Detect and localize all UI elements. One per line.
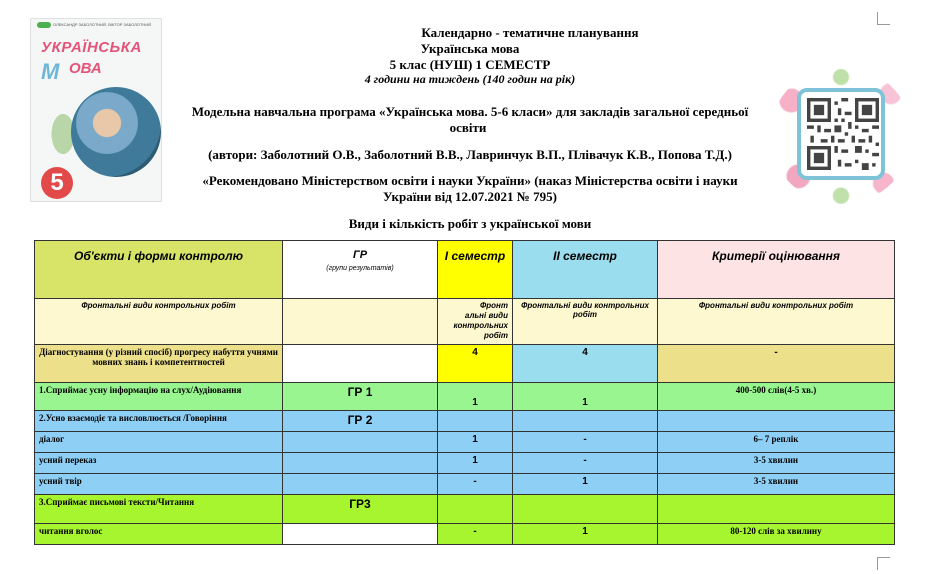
document-title: Календарно - тематичне планування [421,25,639,40]
row-sem1 [438,495,513,524]
row-sem2: 1 [513,383,658,411]
recommended-line-2: України від 12.07.2021 № 795) [383,189,557,204]
row-sem2: 1 [513,474,658,495]
row-objects: 1.Сприймає усну інформацію на слух/Аудіювання [35,383,283,411]
program-authors: (автори: Заболотний О.В., Заболотний В.В., Лавринчук В.П., Плівачук К.В., Попова Т.Д.) [208,147,732,162]
page-corner-mark [877,557,890,570]
header-criteria: Критерії оцінювання [658,241,895,299]
row-sem2: - [513,453,658,474]
row-gr: ГР3 [283,495,438,524]
front-works-row [35,299,895,345]
control-works-table [34,240,895,545]
row-objects: усний твір [35,474,283,495]
hours-per-week: 4 години на тиждень (140 годин на рік) [364,72,576,86]
row-sem2: 1 [513,524,658,545]
row-criteria [658,411,895,432]
row-criteria [658,495,895,524]
row-criteria: 400-500 слів(4-5 хв.) [658,383,895,411]
book-title-m: М [41,59,60,84]
book-title-rest: ОВА [69,60,102,77]
row-gr [283,474,438,495]
row-criteria: 80-120 слів за хвилину [658,524,895,545]
table-row [35,474,895,495]
row-criteria: 3-5 хвилин [658,474,895,495]
row-sem1: 1 [438,432,513,453]
row-sem1: - [438,474,513,495]
row-gr [283,453,438,474]
table-header-row [35,241,895,299]
row-objects: 3.Сприймає письмові тексти/Читання [35,495,283,524]
table-row [35,453,895,474]
front-sem2-cell: Фронтальні види контрольних робіт [513,299,658,345]
row-gr: ГР 1 [283,383,438,411]
header-gr: ГР (групи результатів) [283,241,438,299]
table-row [35,345,895,383]
table-row [35,411,895,432]
front-sem1-cell: Фронт альні види контрольних робіт [438,299,513,345]
book-title-top: УКРАЇНСЬКА [41,39,142,56]
row-sem1: 1 [438,453,513,474]
table-row [35,495,895,524]
row-objects: читання вголос [35,524,283,545]
row-criteria: 6– 7 реплік [658,432,895,453]
row-objects: 2.Усно взаємодіє та висловлюється /Говоріння [35,411,283,432]
header-objects: Об'єкти і форми контролю [35,241,283,299]
row-objects: діалог [35,432,283,453]
grade-badge: 5 [41,167,73,199]
grade-semester: 5 клас (НУШ) 1 СЕМЕСТР [389,57,551,72]
row-sem2: 4 [513,345,658,383]
recommended-line-1: «Рекомендовано Міністерством освіти і науки України» (наказ Міністерства освіти і науки [202,173,738,188]
front-gr-cell [283,299,438,345]
header-semester-2: ІІ семестр [513,241,658,299]
row-gr [283,524,438,545]
row-sem1: - [438,524,513,545]
table-row [35,383,895,411]
row-criteria: - [658,345,895,383]
row-sem1: 1 [438,383,513,411]
row-sem1 [438,411,513,432]
table-title: Види і кількість робіт з української мови [348,216,592,231]
front-criteria-cell: Фронтальні види контрольних робіт [658,299,895,345]
row-sem2 [513,411,658,432]
header-semester-1: І семестр [438,241,513,299]
row-objects: Діагностування (у різний спосіб) прогресу набуття учнями мовних знань і компетентностей [35,345,283,383]
table-row [35,524,895,545]
row-criteria: 3-5 хвилин [658,453,895,474]
table-row [35,432,895,453]
program-line-2: освіти [449,120,487,135]
row-sem2 [513,495,658,524]
row-gr [283,345,438,383]
program-line-1: Модельна навчальна програма «Українська мова. 5-6 класи» для закладів загальної середньої [191,104,749,119]
subject-title: Українська мова [420,41,520,56]
row-gr [283,432,438,453]
front-objects-cell: Фронтальні види контрольних робіт [35,299,283,345]
row-sem2: - [513,432,658,453]
book-authors: ОЛЕКСАНДР ЗАБОЛОТНИЙ, ВІКТОР ЗАБОЛОТНИЙ [53,22,152,27]
row-objects: усний переказ [35,453,283,474]
row-sem1: 4 [438,345,513,383]
page-corner-mark [877,12,890,25]
row-gr: ГР 2 [283,411,438,432]
